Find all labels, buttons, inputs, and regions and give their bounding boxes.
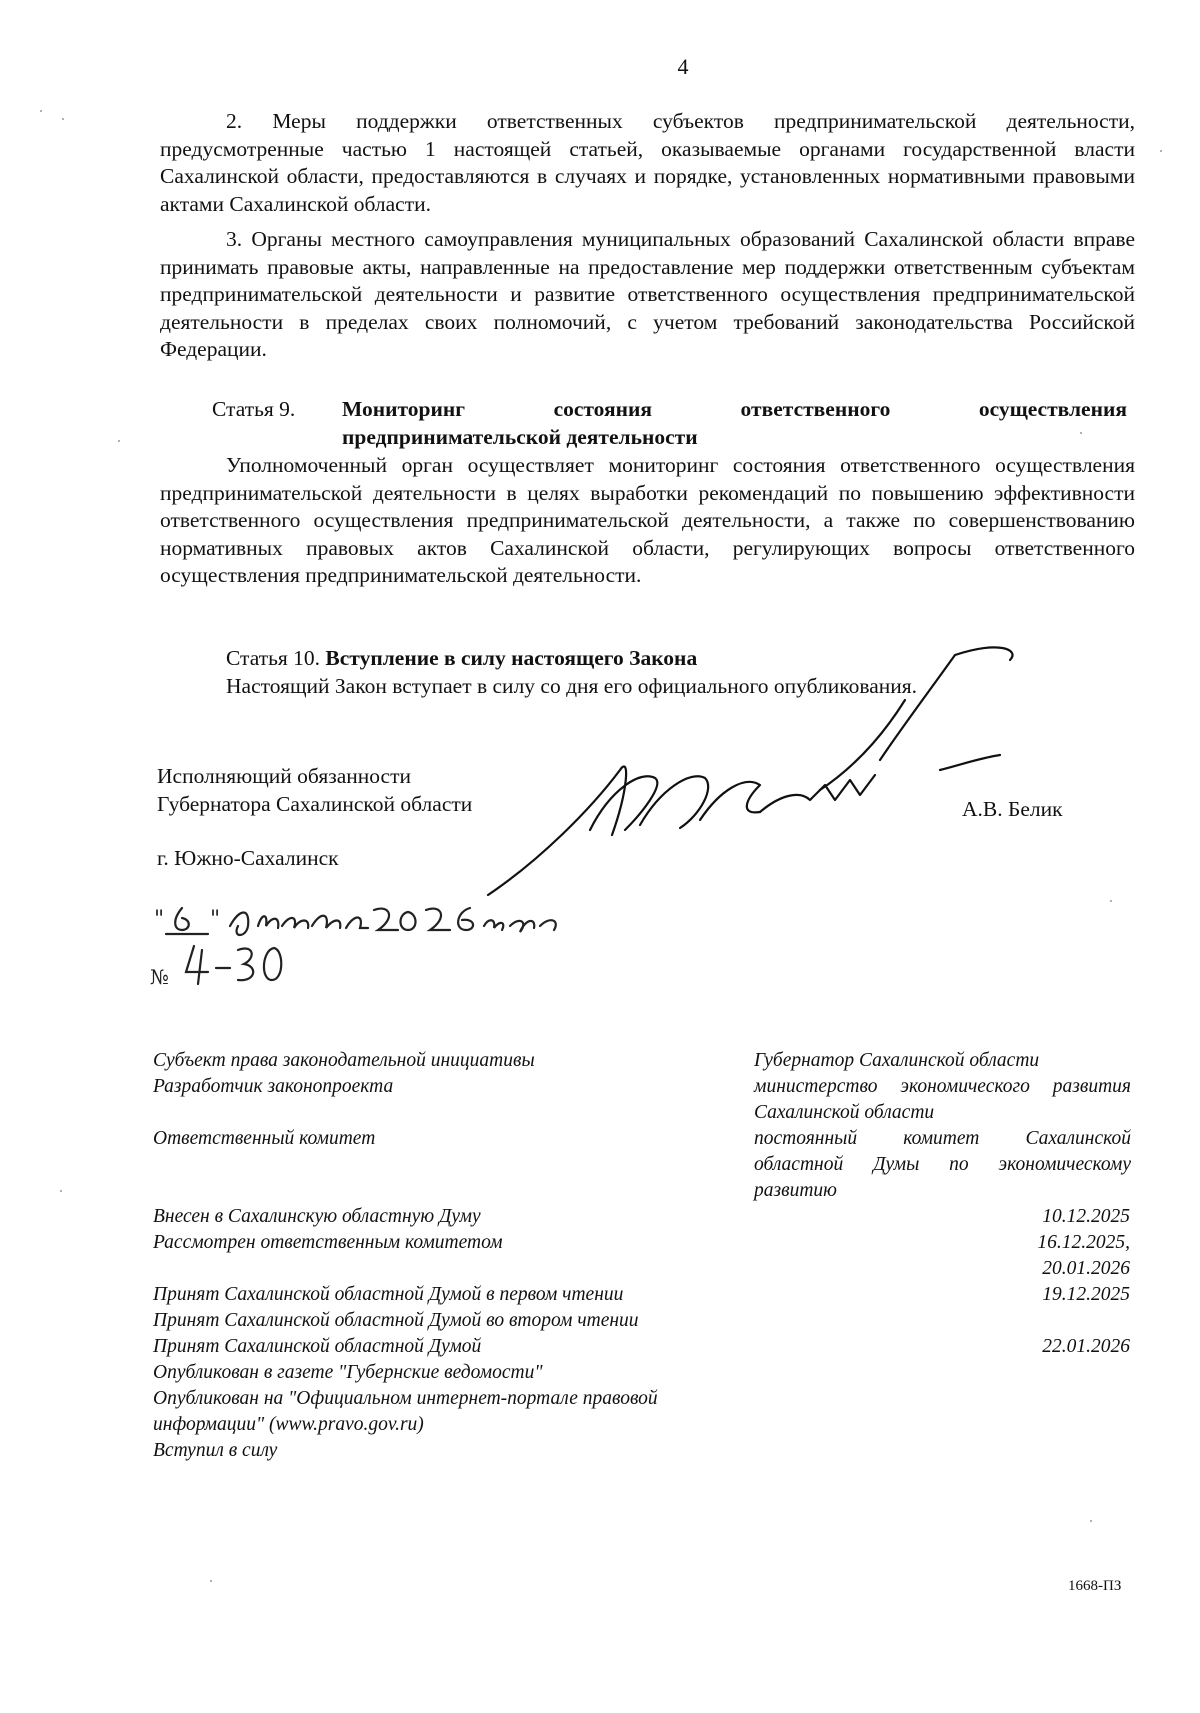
city: г. Южно-Сахалинск [157,846,339,870]
article-9-title-line2: предпринимательской деятельности [342,424,698,449]
date-submitted: 10.12.2025 [1042,1206,1130,1227]
handwritten-date-drawing [150,888,570,998]
scan-speck [1160,150,1162,152]
article-9-heading [212,396,1134,451]
info-subject-label: Субъект права законодательной инициативы [153,1050,535,1071]
scan-speck [210,1580,212,1582]
scan-speck [118,440,120,442]
page-number: 4 [677,54,689,79]
paragraph-2 [160,108,1135,218]
scan-speck [60,1190,62,1192]
info-adopted-label: Принят Сахалинской областной Думой [153,1336,482,1357]
info-values [754,1048,1131,1204]
info-committee-label: Ответственный комитет [153,1128,376,1149]
info-subject-value: Губернатор Сахалинской области [754,1050,1040,1071]
paragraph-3 [160,226,1135,364]
info-first-reading-label: Принят Сахалинской областной Думой в первом чтении [153,1284,624,1305]
scan-speck [62,118,64,120]
scan-speck [40,110,42,112]
info-in-force-label: Вступил в силу [153,1440,278,1461]
handwritten-date [150,888,570,998]
article-9-label: Статья 9. [212,397,296,421]
info-published-newspaper-label: Опубликован в газете "Губернские ведомости" [153,1362,543,1383]
info-developer-label: Разработчик законопроекта [153,1076,394,1097]
article-9-body [160,452,1135,590]
signer-position [157,762,472,818]
article-10-title: Вступление в силу настоящего Закона [325,646,698,670]
article-9-title [342,396,1127,451]
paragraph-3-text: 3. Органы местного самоуправления муниципальных образований Сахалинской области вправе принимать правовые акты, направленные на предоставление мер поддержки ответственным субъектам предпринимательской деятельности и развитие ответственного осуществления предпринимательской деятельности в пределах своих полномочий, с учетом требований законодательства Российской Федерации. [160,227,1135,361]
svg-text:№: № [150,965,169,989]
info-published-portal-label-line2: информации" (www.pravo.gov.ru) [153,1414,424,1435]
article-10-label: Статья 10. [226,646,321,670]
scan-speck [1090,1520,1092,1522]
date-adopted: 22.01.2026 [1042,1336,1130,1357]
info-published-portal-label-line1: Опубликован на "Официальном интернет-портале правовой [153,1388,658,1409]
date-reviewed-1: 16.12.2025, [1037,1232,1130,1253]
info-second-reading-label: Принят Сахалинской областной Думой во втором чтении [153,1310,639,1331]
article-9-body-text: Уполномоченный орган осуществляет мониторинг состояния ответственного осуществления предпринимательской деятельности в целях выработки рекомендаций по повышению эффективности ответственного осуществления предпринимательской деятельности, а также по совершенствованию нормативных правовых актов Сахалинской области, регулирующих вопросы ответственного осуществления предпринимательской деятельности. [160,453,1135,587]
article-9-title-line1: Мониторинг состояния ответственного осуществления [342,397,1127,421]
signer-name: А.В. Белик [962,797,1063,821]
date-first-reading: 19.12.2025 [1042,1284,1130,1305]
date-reviewed-2: 20.01.2026 [1042,1258,1130,1279]
signer-position-line2: Губернатора Сахалинской области [157,792,473,816]
info-committee-value: постоянный комитет Сахалинской областной Думы по экономическому развитию [754,1128,1131,1201]
info-developer-value: министерство экономического развития Сахалинской области [754,1076,1131,1123]
info-submitted-label: Внесен в Сахалинскую областную Думу [153,1206,481,1227]
scan-speck [1110,900,1112,902]
info-reviewed-label: Рассмотрен ответственным комитетом [153,1232,503,1253]
svg-text:": " [210,907,221,932]
article-10-heading [226,645,697,673]
signer-position-line1: Исполняющий обязанности [157,764,411,788]
article-10-body: Настоящий Закон вступает в силу со дня его официального опубликования. [226,674,918,698]
footer-code: 1668-ПЗ [1068,1578,1122,1594]
paragraph-2-text: 2. Меры поддержки ответственных субъектов предпринимательской деятельности, предусмотренные частью 1 настоящей статьей, оказываемые органами государственной власти Сахалинской области, предоставляются в случаях и порядке, установленных нормативными правовыми актами Сахалинской области. [160,109,1135,216]
scan-speck [1080,432,1082,434]
svg-text:": " [154,907,165,932]
